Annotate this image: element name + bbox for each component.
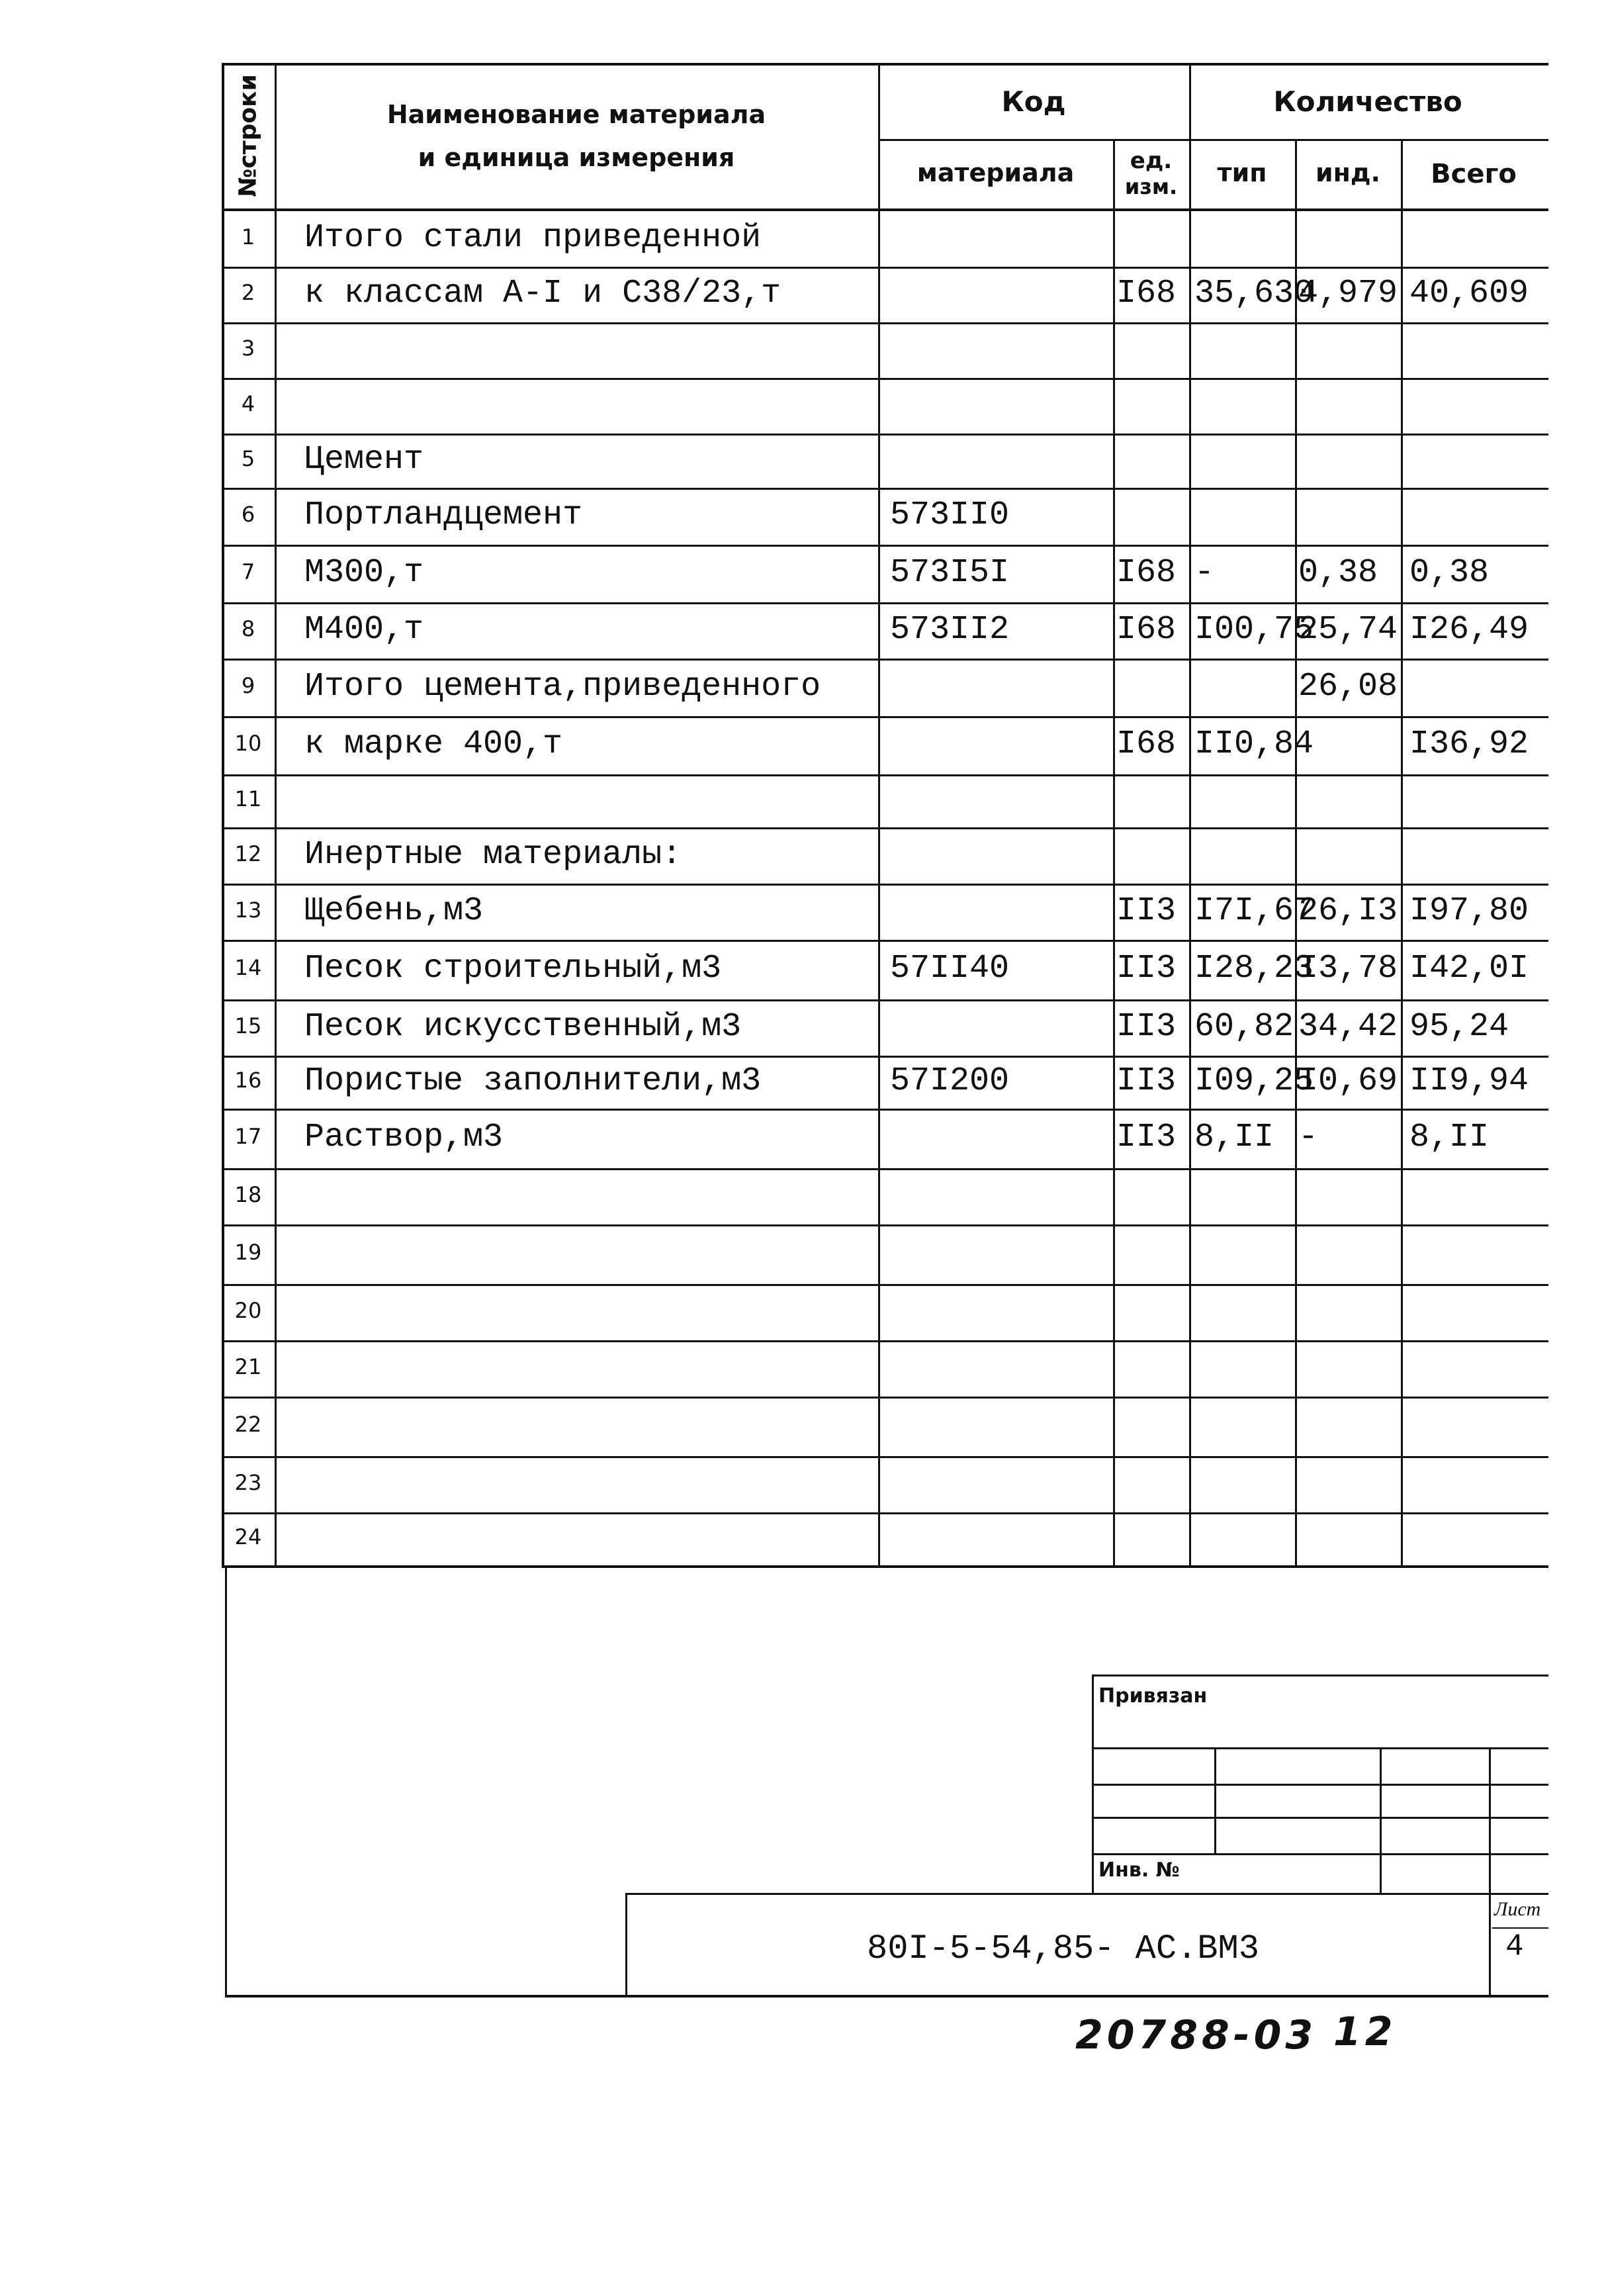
row-qty-type: I09,25	[1194, 1062, 1314, 1100]
row-number: 1	[241, 224, 255, 250]
row-divider	[222, 1512, 1548, 1514]
row-unit-code: II3	[1116, 1062, 1177, 1100]
row-divider	[222, 1109, 1548, 1111]
row-qty-total: I26,49	[1409, 610, 1529, 649]
row-name: Цемент	[304, 441, 424, 479]
row-unit-code: II3	[1116, 892, 1177, 930]
row-name: Песок строительный,м3	[304, 950, 722, 987]
row-unit-code: II3	[1116, 1119, 1177, 1156]
stamp-col-1	[1214, 1747, 1216, 1853]
row-divider	[222, 322, 1548, 324]
col-unit-border	[1189, 63, 1191, 1565]
col-tip-border	[1295, 139, 1297, 1565]
row-number: 9	[241, 672, 255, 698]
row-divider	[222, 1340, 1548, 1342]
row-number: 6	[241, 502, 255, 527]
row-qty-type: I00,75	[1194, 610, 1314, 649]
row-divider	[222, 1456, 1548, 1458]
row-number: 11	[234, 786, 262, 811]
row-name: Песок искусственный,м3	[304, 1007, 742, 1046]
row-number: 20	[234, 1297, 262, 1323]
row-name: к марке 400,т	[304, 725, 563, 763]
row-name: М300,т	[304, 553, 424, 592]
row-name: Итого цемента,приведенного	[304, 667, 821, 706]
row-qty-total: 40,609	[1409, 275, 1529, 312]
row-name: Пористые заполнители,м3	[304, 1062, 762, 1100]
row-unit-code: I68	[1116, 553, 1177, 592]
row-number: 4	[241, 391, 255, 416]
row-divider	[222, 267, 1548, 269]
header-qty-total: Всего	[1431, 159, 1517, 189]
title-block-sheet-divider	[1489, 1893, 1491, 1998]
row-qty-ind: 26,08	[1298, 667, 1398, 706]
row-unit-code: II3	[1116, 950, 1177, 987]
row-number: 23	[234, 1469, 262, 1495]
col-material-border	[1113, 139, 1115, 1565]
row-qty-type: II0,84	[1194, 725, 1314, 763]
row-name: Щебень,м3	[304, 892, 484, 930]
row-qty-ind: 34,42	[1298, 1007, 1398, 1046]
stamp-line-2	[1092, 1784, 1548, 1786]
row-qty-total: 95,24	[1409, 1007, 1509, 1046]
row-qty-total: 8,II	[1409, 1119, 1490, 1156]
stamp-line-1	[1092, 1747, 1548, 1749]
row-number: 8	[241, 616, 255, 641]
stamp-top	[1092, 1675, 1548, 1676]
row-material-code: 57I200	[890, 1062, 1010, 1100]
row-unit-code: I68	[1116, 610, 1177, 649]
row-name: Инертные материалы:	[304, 835, 682, 874]
row-divider	[222, 545, 1548, 547]
header-row-number: №строки	[234, 74, 262, 197]
header-name-line2: и единица измерения	[418, 143, 735, 172]
row-number: 14	[234, 955, 262, 980]
row-number: 22	[234, 1412, 262, 1437]
row-qty-ind: 25,74	[1298, 610, 1398, 649]
sheet-label: Лист	[1494, 1898, 1541, 1920]
archive-number: 20788-03	[1075, 2012, 1317, 2058]
header-bottom-border	[222, 208, 1548, 211]
col-name-border	[878, 63, 880, 1565]
row-qty-total: I42,0I	[1409, 950, 1529, 987]
row-divider	[222, 1224, 1548, 1226]
sheet-label-underline	[1492, 1927, 1548, 1929]
header-code-material: материала	[916, 158, 1075, 187]
row-number: 13	[234, 897, 262, 923]
row-divider	[222, 774, 1548, 776]
row-number: 7	[241, 559, 255, 584]
row-qty-type: -	[1194, 553, 1215, 592]
title-block-left	[625, 1893, 627, 1998]
row-qty-total: 0,38	[1409, 553, 1490, 592]
row-name: М400,т	[304, 610, 424, 649]
header-name-line1: Наименование материала	[386, 100, 766, 129]
row-divider	[222, 488, 1548, 490]
row-divider	[222, 659, 1548, 661]
row-qty-ind: 4,979	[1298, 275, 1398, 312]
header-unit-line2: изм.	[1124, 174, 1178, 199]
row-unit-code: II3	[1116, 1007, 1177, 1046]
header-subdivider	[878, 139, 1548, 141]
row-qty-total: II9,94	[1409, 1062, 1529, 1100]
title-block-top	[625, 1893, 1548, 1895]
row-qty-ind: I0,69	[1298, 1062, 1398, 1100]
header-qty-group: Количество	[1273, 85, 1462, 118]
row-name: к классам А-I и С38/23,т	[304, 275, 781, 312]
row-qty-ind: I3,78	[1298, 950, 1398, 987]
table-top-border	[222, 63, 1548, 66]
row-number: 2	[241, 280, 255, 305]
row-qty-type: 60,82	[1194, 1007, 1294, 1046]
row-divider	[222, 602, 1548, 604]
row-divider	[222, 999, 1548, 1001]
row-number: 24	[234, 1524, 262, 1549]
page-frame-bottom	[225, 1995, 1548, 1998]
row-name: Портландцемент	[304, 496, 583, 534]
row-material-code: 573I5I	[890, 553, 1010, 592]
row-unit-code: I68	[1116, 725, 1177, 763]
row-divider	[222, 940, 1548, 942]
row-qty-type: 8,II	[1194, 1119, 1274, 1156]
row-material-code: 573II2	[890, 610, 1010, 649]
row-qty-total: I97,80	[1409, 892, 1529, 930]
sheet-number: 4	[1505, 1929, 1524, 1964]
row-divider	[222, 378, 1548, 380]
col-ind-border	[1401, 139, 1403, 1565]
header-code-group: Код	[1001, 85, 1066, 118]
row-qty-type: I28,23	[1194, 950, 1314, 987]
row-divider	[222, 1565, 1548, 1568]
row-name: Раствор,м3	[304, 1119, 504, 1156]
row-material-code: 573II0	[890, 496, 1010, 534]
row-divider	[222, 1284, 1548, 1286]
row-number: 10	[234, 731, 262, 756]
document-code: 80I-5-54,85- АС.ВМ3	[867, 1929, 1259, 1968]
row-divider	[222, 1397, 1548, 1399]
page-frame-left	[225, 1565, 227, 1997]
row-material-code: 57II40	[890, 950, 1010, 987]
row-number: 19	[234, 1240, 262, 1265]
col-rownum-border	[275, 63, 277, 1565]
row-number: 17	[234, 1124, 262, 1149]
row-divider	[222, 1056, 1548, 1058]
row-divider	[222, 827, 1548, 829]
row-qty-ind: 26,I3	[1298, 892, 1398, 930]
row-unit-code: I68	[1116, 275, 1177, 312]
row-qty-ind: 0,38	[1298, 553, 1378, 592]
stamp-col-2	[1380, 1747, 1382, 1853]
row-qty-total: I36,92	[1409, 725, 1529, 763]
stamp-line-4	[1092, 1853, 1548, 1855]
stamp-line-3	[1092, 1817, 1548, 1819]
page-mark: 12	[1333, 2009, 1397, 2055]
stamp-privyazan-label: Привязан	[1098, 1684, 1208, 1708]
row-qty-type: 35,630	[1194, 275, 1314, 312]
header-qty-ind: инд.	[1315, 158, 1380, 187]
header-qty-type: тип	[1217, 158, 1267, 187]
row-divider	[222, 1168, 1548, 1170]
row-number: 18	[234, 1181, 262, 1207]
stamp-inv-divider	[1380, 1853, 1382, 1893]
row-number: 21	[234, 1354, 262, 1379]
row-name: Итого стали приведенной	[304, 218, 762, 257]
stamp-inv-label: Инв. №	[1098, 1859, 1180, 1882]
row-divider	[222, 884, 1548, 886]
row-qty-type: I7I,67	[1194, 892, 1314, 930]
row-qty-ind: -	[1298, 1119, 1319, 1156]
stamp-col-3	[1489, 1747, 1491, 1893]
row-number: 5	[241, 446, 255, 471]
row-number: 15	[234, 1013, 262, 1038]
row-divider	[222, 716, 1548, 718]
row-number: 12	[234, 841, 262, 866]
row-number: 3	[241, 336, 255, 361]
row-divider	[222, 434, 1548, 436]
row-number: 16	[234, 1068, 262, 1093]
header-unit-line1: ед.	[1130, 148, 1173, 174]
